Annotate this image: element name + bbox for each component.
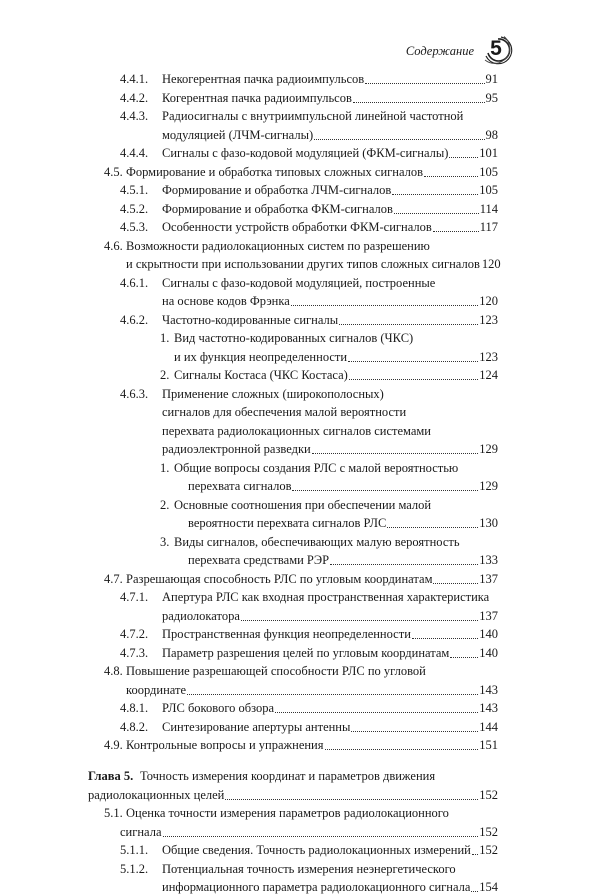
section-title: Содержание — [405, 44, 474, 58]
toc-page-number: 144 — [479, 719, 498, 734]
toc-entry-line — [120, 587, 489, 605]
toc-entry-number: 4.6. — [104, 238, 123, 253]
toc-entry-line — [162, 402, 406, 420]
toc-entry-title: Формирование и обработка ЛЧМ-сигналов — [162, 183, 392, 197]
dot-leader — [351, 720, 478, 732]
toc-entry-number: Глава 5. — [88, 769, 134, 784]
toc-entry-title: Виды сигналов, обеспечивающих малую вероятность — [174, 534, 460, 549]
toc-entry-number: 4.9. — [104, 738, 123, 752]
toc-entry-title: радиоэлектронной разведки — [162, 442, 311, 456]
dot-leader — [353, 91, 485, 103]
toc-entry-number: 4.8.1. — [120, 701, 149, 715]
toc-page-number: 151 — [479, 738, 498, 752]
toc-page-number: 143 — [479, 682, 498, 697]
toc-entry-title: Точность измерения координат и параметров движения — [140, 769, 436, 784]
dot-leader — [424, 165, 478, 177]
toc-entry-title: Общие сведения. Точность радиолокационных измерений — [162, 843, 471, 858]
toc-entry-title: Сигналы с фазо-кодовой модуляцией, построенные — [162, 275, 436, 290]
dot-leader — [225, 788, 478, 800]
toc-entry[interactable] — [162, 439, 498, 457]
toc-page-number: 101 — [479, 146, 498, 160]
dot-leader — [314, 128, 484, 140]
toc-entry[interactable] — [126, 254, 501, 272]
toc-entry-title: Формирование и обработка типовых сложных сигналов — [126, 164, 424, 179]
dot-leader — [312, 442, 479, 454]
toc-entry-number: 2. — [160, 368, 170, 382]
toc-entry-title: сигналов для обеспечения малой вероятности — [162, 405, 407, 419]
dot-leader — [163, 825, 479, 837]
toc-entry-title: и их функция неопределенности — [174, 349, 348, 364]
toc-entry[interactable] — [120, 310, 498, 328]
toc-entry-title: Когерентная пачка радиоимпульсов — [162, 90, 352, 105]
toc-entry-title: Разрешающая способность РЛС по угловым координатам — [126, 571, 433, 586]
toc-entry[interactable] — [162, 606, 498, 624]
toc-entry-number: 1. — [160, 460, 170, 475]
toc-entry-line — [120, 273, 435, 291]
toc-entry-number: 4.4.1. — [120, 72, 149, 86]
dot-leader — [433, 220, 479, 232]
toc-entry-title: координате — [126, 682, 186, 697]
toc-entry-title: Частотно-кодированные сигналы — [162, 312, 339, 327]
dot-leader — [241, 609, 478, 621]
toc-entry-number: 4.5.1. — [120, 183, 149, 197]
toc-entry-line — [160, 328, 413, 346]
toc-entry-title: перехвата сигналов — [188, 479, 292, 493]
toc-entry-title: Применение сложных (широкополосных) — [162, 386, 384, 401]
toc-entry[interactable] — [188, 476, 498, 494]
dot-leader — [187, 683, 478, 695]
dot-leader — [433, 572, 478, 584]
toc-page-number: 154 — [479, 880, 498, 895]
toc-entry[interactable] — [120, 143, 498, 161]
toc-entry-title: перехвата средствами РЭР — [188, 553, 330, 567]
toc-entry[interactable] — [162, 877, 498, 895]
toc-entry-number: 4.7. — [104, 571, 123, 586]
dot-leader — [275, 701, 478, 713]
toc-page-number: 98 — [485, 127, 498, 142]
dot-leader — [472, 843, 478, 855]
toc-entry[interactable] — [104, 162, 498, 180]
toc-entry-title: модуляцией (ЛЧМ-сигналы) — [162, 127, 314, 142]
toc-entry-title: Особенности устройств обработки ФКМ-сигналов — [162, 220, 432, 234]
toc-page-number: 152 — [479, 824, 498, 839]
toc-entry-title: информационного параметра радиолокационного сигнала — [162, 880, 471, 895]
toc-entry-title: Радиосигналы с внутриимпульсной линейной частотной — [162, 109, 464, 123]
toc-entry-title: Сигналы с фазо-кодовой модуляцией (ФКМ-сигналы) — [162, 146, 449, 160]
dot-leader — [394, 202, 479, 214]
toc-entry[interactable] — [188, 550, 498, 568]
toc-entry-number: 4.4.3. — [120, 109, 149, 123]
toc-page-number: 133 — [479, 553, 498, 567]
dot-leader — [450, 646, 478, 658]
toc-entry-number: 4.6.2. — [120, 312, 149, 327]
toc-entry-number: 4.4.2. — [120, 90, 149, 105]
toc-entry-title: Некогерентная пачка радиоимпульсов — [162, 72, 365, 86]
toc-entry[interactable] — [104, 569, 498, 587]
toc-entry-line — [104, 236, 430, 254]
toc-entry-line — [160, 495, 431, 513]
toc-page-number: 105 — [479, 183, 498, 197]
toc-entry-title: Формирование и обработка ФКМ-сигналов — [162, 201, 393, 216]
toc-entry-title: на основе кодов Фрэнка — [162, 294, 290, 308]
toc-entry[interactable] — [162, 125, 498, 143]
toc-entry[interactable] — [188, 513, 498, 531]
dot-leader — [339, 313, 478, 325]
toc-page-number: 152 — [479, 787, 498, 802]
toc-entry-number: 4.5.2. — [120, 201, 149, 216]
toc-page-number: 123 — [479, 312, 498, 327]
toc-page-number: 140 — [479, 627, 498, 641]
toc-entry-title: Пространственная функция неопределенности — [162, 627, 411, 641]
dot-leader — [330, 553, 478, 565]
toc-entry[interactable] — [120, 822, 498, 840]
page-number: 5 — [490, 37, 502, 60]
toc-entry[interactable] — [126, 680, 498, 698]
toc-entry-number: 5.1.2. — [120, 861, 149, 876]
toc-entry[interactable] — [162, 291, 498, 309]
toc-entry-number: 5.1.1. — [120, 843, 149, 858]
dot-leader — [471, 880, 478, 892]
toc-entry-line — [120, 106, 463, 124]
toc-page-number: 114 — [479, 201, 498, 216]
toc-page-number: 95 — [485, 90, 498, 105]
toc-entry[interactable] — [120, 624, 498, 642]
toc-entry-line — [104, 661, 426, 679]
toc-entry-number: 3. — [160, 534, 170, 549]
toc-entry[interactable] — [120, 180, 498, 198]
toc-entry[interactable] — [120, 88, 498, 106]
toc-entry-number: 2. — [160, 497, 170, 512]
toc-entry[interactable] — [120, 199, 498, 217]
page-number-badge — [484, 36, 512, 64]
toc-entry[interactable] — [120, 717, 498, 735]
toc-entry-title: Потенциальная точность измерения неэнергетического — [162, 861, 456, 876]
toc-page-number: 137 — [479, 571, 498, 586]
toc-entry-line — [120, 859, 456, 877]
toc-entry-title: вероятности перехвата сигналов РЛС — [188, 516, 387, 530]
toc-entry-number: 4.7.3. — [120, 645, 149, 660]
toc-page-number: 129 — [479, 479, 498, 493]
dot-leader — [348, 350, 478, 362]
toc-entry[interactable] — [120, 698, 498, 716]
toc-entry-title: радиолокатора — [162, 608, 240, 623]
toc-entry[interactable] — [120, 217, 498, 235]
toc-page-number: 117 — [479, 220, 498, 234]
toc-entry[interactable] — [160, 365, 498, 383]
toc-entry-title: радиолокационных целей — [88, 787, 225, 802]
toc-entry-title: Повышение разрешающей способности РЛС по угловой — [126, 664, 426, 678]
toc-entry-line — [104, 803, 449, 821]
toc-entry-number: 4.6.1. — [120, 275, 149, 290]
dot-leader — [365, 72, 484, 84]
toc-entry-line — [160, 458, 458, 476]
toc-entry-number: 4.7.1. — [120, 590, 149, 604]
dot-leader — [412, 627, 478, 639]
toc-entry-number: 4.8. — [104, 664, 123, 678]
toc-entry[interactable] — [120, 69, 498, 87]
toc-entry-title: Общие вопросы создания РЛС с малой вероятностью — [174, 460, 459, 475]
toc-entry-line — [162, 421, 431, 439]
toc-entry-title: и скрытности при использовании других типов сложных сигналов — [126, 257, 480, 271]
toc-entry-number: 1. — [160, 331, 170, 345]
toc-page-number: 152 — [479, 843, 498, 858]
toc-entry-number: 4.5.3. — [120, 220, 149, 234]
dot-leader — [387, 516, 478, 528]
toc-entry-title: Основные соотношения при обеспечении малой — [174, 497, 432, 512]
toc-entry-title: сигнала — [120, 824, 162, 839]
dot-leader — [291, 294, 478, 306]
toc-page-number: 91 — [485, 72, 498, 86]
toc-entry-line — [120, 384, 384, 402]
toc-page-number: 120 — [479, 294, 498, 308]
toc-page-number: 130 — [479, 516, 498, 530]
toc-entry[interactable] — [88, 785, 498, 803]
toc-entry-title: Апертура РЛС как входная пространственная характеристика — [162, 590, 490, 604]
toc-entry-title: РЛС бокового обзора — [162, 701, 275, 715]
toc-page-number: 143 — [479, 701, 498, 715]
toc-entry-title: Вид частотно-кодированных сигналов (ЧКС) — [174, 331, 414, 345]
toc-entry[interactable] — [120, 840, 498, 858]
toc-entry-title: Возможности радиолокационных систем по разрешению — [126, 238, 430, 253]
toc-entry[interactable] — [120, 643, 498, 661]
toc-entry-line — [88, 766, 435, 784]
toc-entry-number: 5.1. — [104, 806, 123, 821]
toc-page-number: 140 — [479, 645, 498, 660]
toc-entry-number: 4.4.4. — [120, 146, 149, 160]
toc-page-number: 123 — [479, 349, 498, 364]
toc-entry-title: Синтезирование апертуры антенны — [162, 719, 351, 734]
toc-entry-title: Контрольные вопросы и упражнения — [126, 738, 324, 752]
toc-page-number: 124 — [479, 368, 498, 382]
toc-entry-number: 4.7.2. — [120, 627, 149, 641]
toc-entry-title: перехвата радиолокационных сигналов системами — [162, 423, 432, 438]
dot-leader — [292, 479, 478, 491]
toc-page-number: 105 — [479, 164, 498, 179]
toc-entry-number: 4.8.2. — [120, 719, 149, 734]
toc-entry-title: Оценка точности измерения параметров радиолокационного — [126, 806, 449, 821]
toc-page-number: 129 — [479, 442, 498, 456]
dot-leader — [349, 368, 478, 380]
toc-page-number: 137 — [479, 608, 498, 623]
toc-entry-title: Параметр разрешения целей по угловым координатам — [162, 645, 450, 660]
toc-entry-number: 4.5. — [104, 164, 123, 179]
toc-entry[interactable] — [104, 735, 498, 753]
toc-entry[interactable] — [174, 347, 498, 365]
dot-leader — [392, 183, 478, 195]
toc-entry-number: 4.6.3. — [120, 386, 149, 401]
toc-entry-title: Сигналы Костаса (ЧКС Костаса) — [174, 368, 348, 382]
toc-page-number: 120 — [481, 257, 501, 271]
dot-leader — [325, 738, 479, 750]
dot-leader — [449, 146, 478, 158]
toc-entry-line — [160, 532, 460, 550]
